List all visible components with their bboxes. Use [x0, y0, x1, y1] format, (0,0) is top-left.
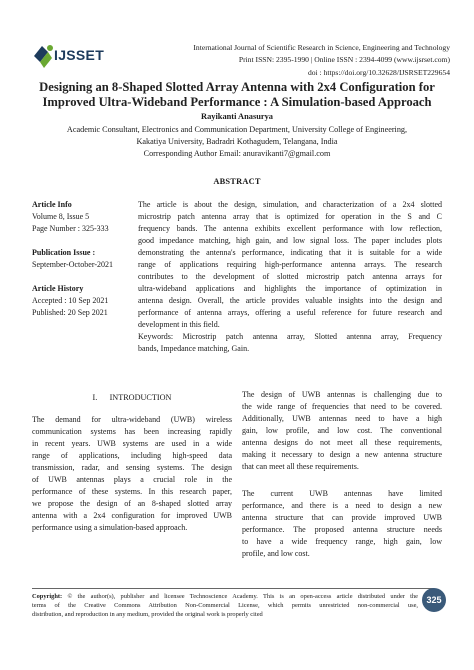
abstract-line: demonstrating the antenna's performance, indicating that it is suitable for a wide [138, 248, 442, 257]
body-line: The current UWB antennas have limited [242, 489, 442, 498]
accepted-date: Accepted : 10 Sep 2021 [32, 296, 109, 305]
abstract-line: range of applications requiring high-performance antenna arrays. The research [138, 260, 442, 269]
footer-line: distribution, and reproduction in any medium, provided the original work is properly cited [32, 611, 263, 618]
journal-name: International Journal of Scientific Research in Science, Engineering and Technology [193, 43, 450, 52]
abstract-line: performance of antenna arrays, offering a useful reference for future research and [138, 308, 442, 317]
body-line: making it necessary to design a new antenna structure [242, 450, 442, 459]
article-info-heading: Article Info [32, 200, 72, 209]
abstract-line: development in this field. [138, 320, 220, 329]
footer-divider [32, 588, 434, 589]
article-history-heading: Article History [32, 284, 84, 293]
keywords-line: bands, Impedance matching, Gain. [138, 344, 250, 353]
abstract-line: frequency bands. The antenna exhibits excellent performance with low reflection, [138, 224, 442, 233]
publication-issue-heading: Publication Issue : [32, 248, 96, 257]
body-line: communication systems has been increasing rapidly [32, 427, 232, 436]
author-name: Rayikanti Anasurya [201, 112, 273, 121]
article-volume: Volume 8, Issue 5 [32, 212, 90, 221]
body-line: performance using a simulation-based approach. [32, 523, 188, 532]
intro-left-column [32, 414, 232, 534]
journal-issn: Print ISSN: 2395-1990 | Online ISSN : 2394-4099 (www.ijsrset.com) [238, 55, 450, 64]
footer-line: terms of the Creative Commons Attribution Non-Commercial License, which permits unrestricted non-commercial use, [32, 602, 418, 609]
abstract-heading: ABSTRACT [213, 177, 261, 186]
publication-issue: September-October-2021 [32, 260, 113, 269]
copyright-footer [32, 592, 418, 619]
footer-text: © the author(s), publisher and licensee Technoscience Academy. This is an open-access article distributed under the [62, 593, 418, 600]
intro-right-column-p1 [242, 389, 442, 473]
body-line: antenna with a 2x4 configuration for improved UWB [32, 511, 232, 520]
body-line: we propose the design of an 8-shaped slotted array [32, 499, 232, 508]
body-line: profile, and low cost. [242, 549, 310, 558]
logo-text: IJSSET [54, 47, 105, 63]
body-line: performance, and there is a need to design a new [242, 501, 442, 510]
abstract-line: The article is about the design, simulation, and characterization of a 2x4 slotted [138, 200, 442, 209]
affiliation-line-2: Kakatiya University, Badradri Kothagudem, Telangana, India [136, 137, 338, 146]
body-line: performance of these systems. In this research paper, [32, 487, 232, 496]
affiliation-line-1: Academic Consultant, Electronics and Communication Department, University College of Engineering, [66, 125, 408, 134]
paper-title-line-1: Designing an 8-Shaped Slotted Array Antenna with 2x4 Configuration for [39, 80, 435, 94]
body-line: performance. The proposed antenna structure needs [242, 525, 442, 534]
abstract-line: good impedance matching, high gain, and low signal loss. The paper includes plots [138, 236, 442, 245]
body-line: The demand for ultra-wideband (UWB) wireless [32, 415, 232, 424]
section-heading-introduction: I. INTRODUCTION [92, 393, 172, 402]
journal-doi[interactable]: doi : https://doi.org/10.32628/IJSRSET229654 [307, 68, 450, 77]
body-line: Additionally, UWB antennas need to have a high [242, 414, 442, 423]
body-line: that can meet all these requirements. [242, 462, 359, 471]
abstract-line: antenna design. Overall, the article provides valuable insights into the design and [138, 296, 442, 305]
abstract-body [138, 199, 442, 355]
published-date: Published: 20 Sep 2021 [32, 308, 108, 317]
copyright-label: Copyright: [32, 593, 63, 600]
body-line: antenna designs do not meet all these requirements, [242, 438, 442, 447]
abstract-line: microstrip patch antenna array that is optimized for operation in the S and C [138, 212, 442, 221]
body-line: to have a wide frequency range, high gain, low [242, 537, 442, 546]
body-line: in recent years. UWB systems are used in a wide [32, 439, 232, 448]
intro-right-column-p2 [242, 488, 442, 560]
abstract-line: contributes to the development of slotted microstrip patch antenna arrays for [138, 272, 442, 281]
body-line: gain, low profile, and low cost. The conventional [242, 426, 442, 435]
article-pages: Page Number : 325-333 [32, 224, 109, 233]
corresponding-email[interactable]: Corresponding Author Email: anuravikanti7@gmail.com [143, 149, 331, 158]
footer-line [32, 592, 418, 601]
body-line: the wide range of frequencies that need to be covered. [242, 402, 442, 411]
body-line: transmission, radar, and sensing systems. The design [32, 463, 232, 472]
keywords-line: Keywords: Microstrip patch antenna array, Slotted antenna array, Frequency [138, 332, 442, 341]
abstract-line: ultra-wideband applications and highlights the importance of optimization in [138, 284, 442, 293]
paper-title-line-2: Improved Ultra-Wideband Performance : A Simulation-based Approach [42, 95, 432, 109]
body-line: range of applications, including high-speed data [32, 451, 232, 460]
body-line: of UWB antennas plays a crucial role in the [32, 475, 232, 484]
body-line: antenna structure that can provide improved UWB [242, 513, 442, 522]
page-number-badge: 325 [422, 588, 446, 612]
body-line: The design of UWB antennas is challenging due to [242, 390, 442, 399]
